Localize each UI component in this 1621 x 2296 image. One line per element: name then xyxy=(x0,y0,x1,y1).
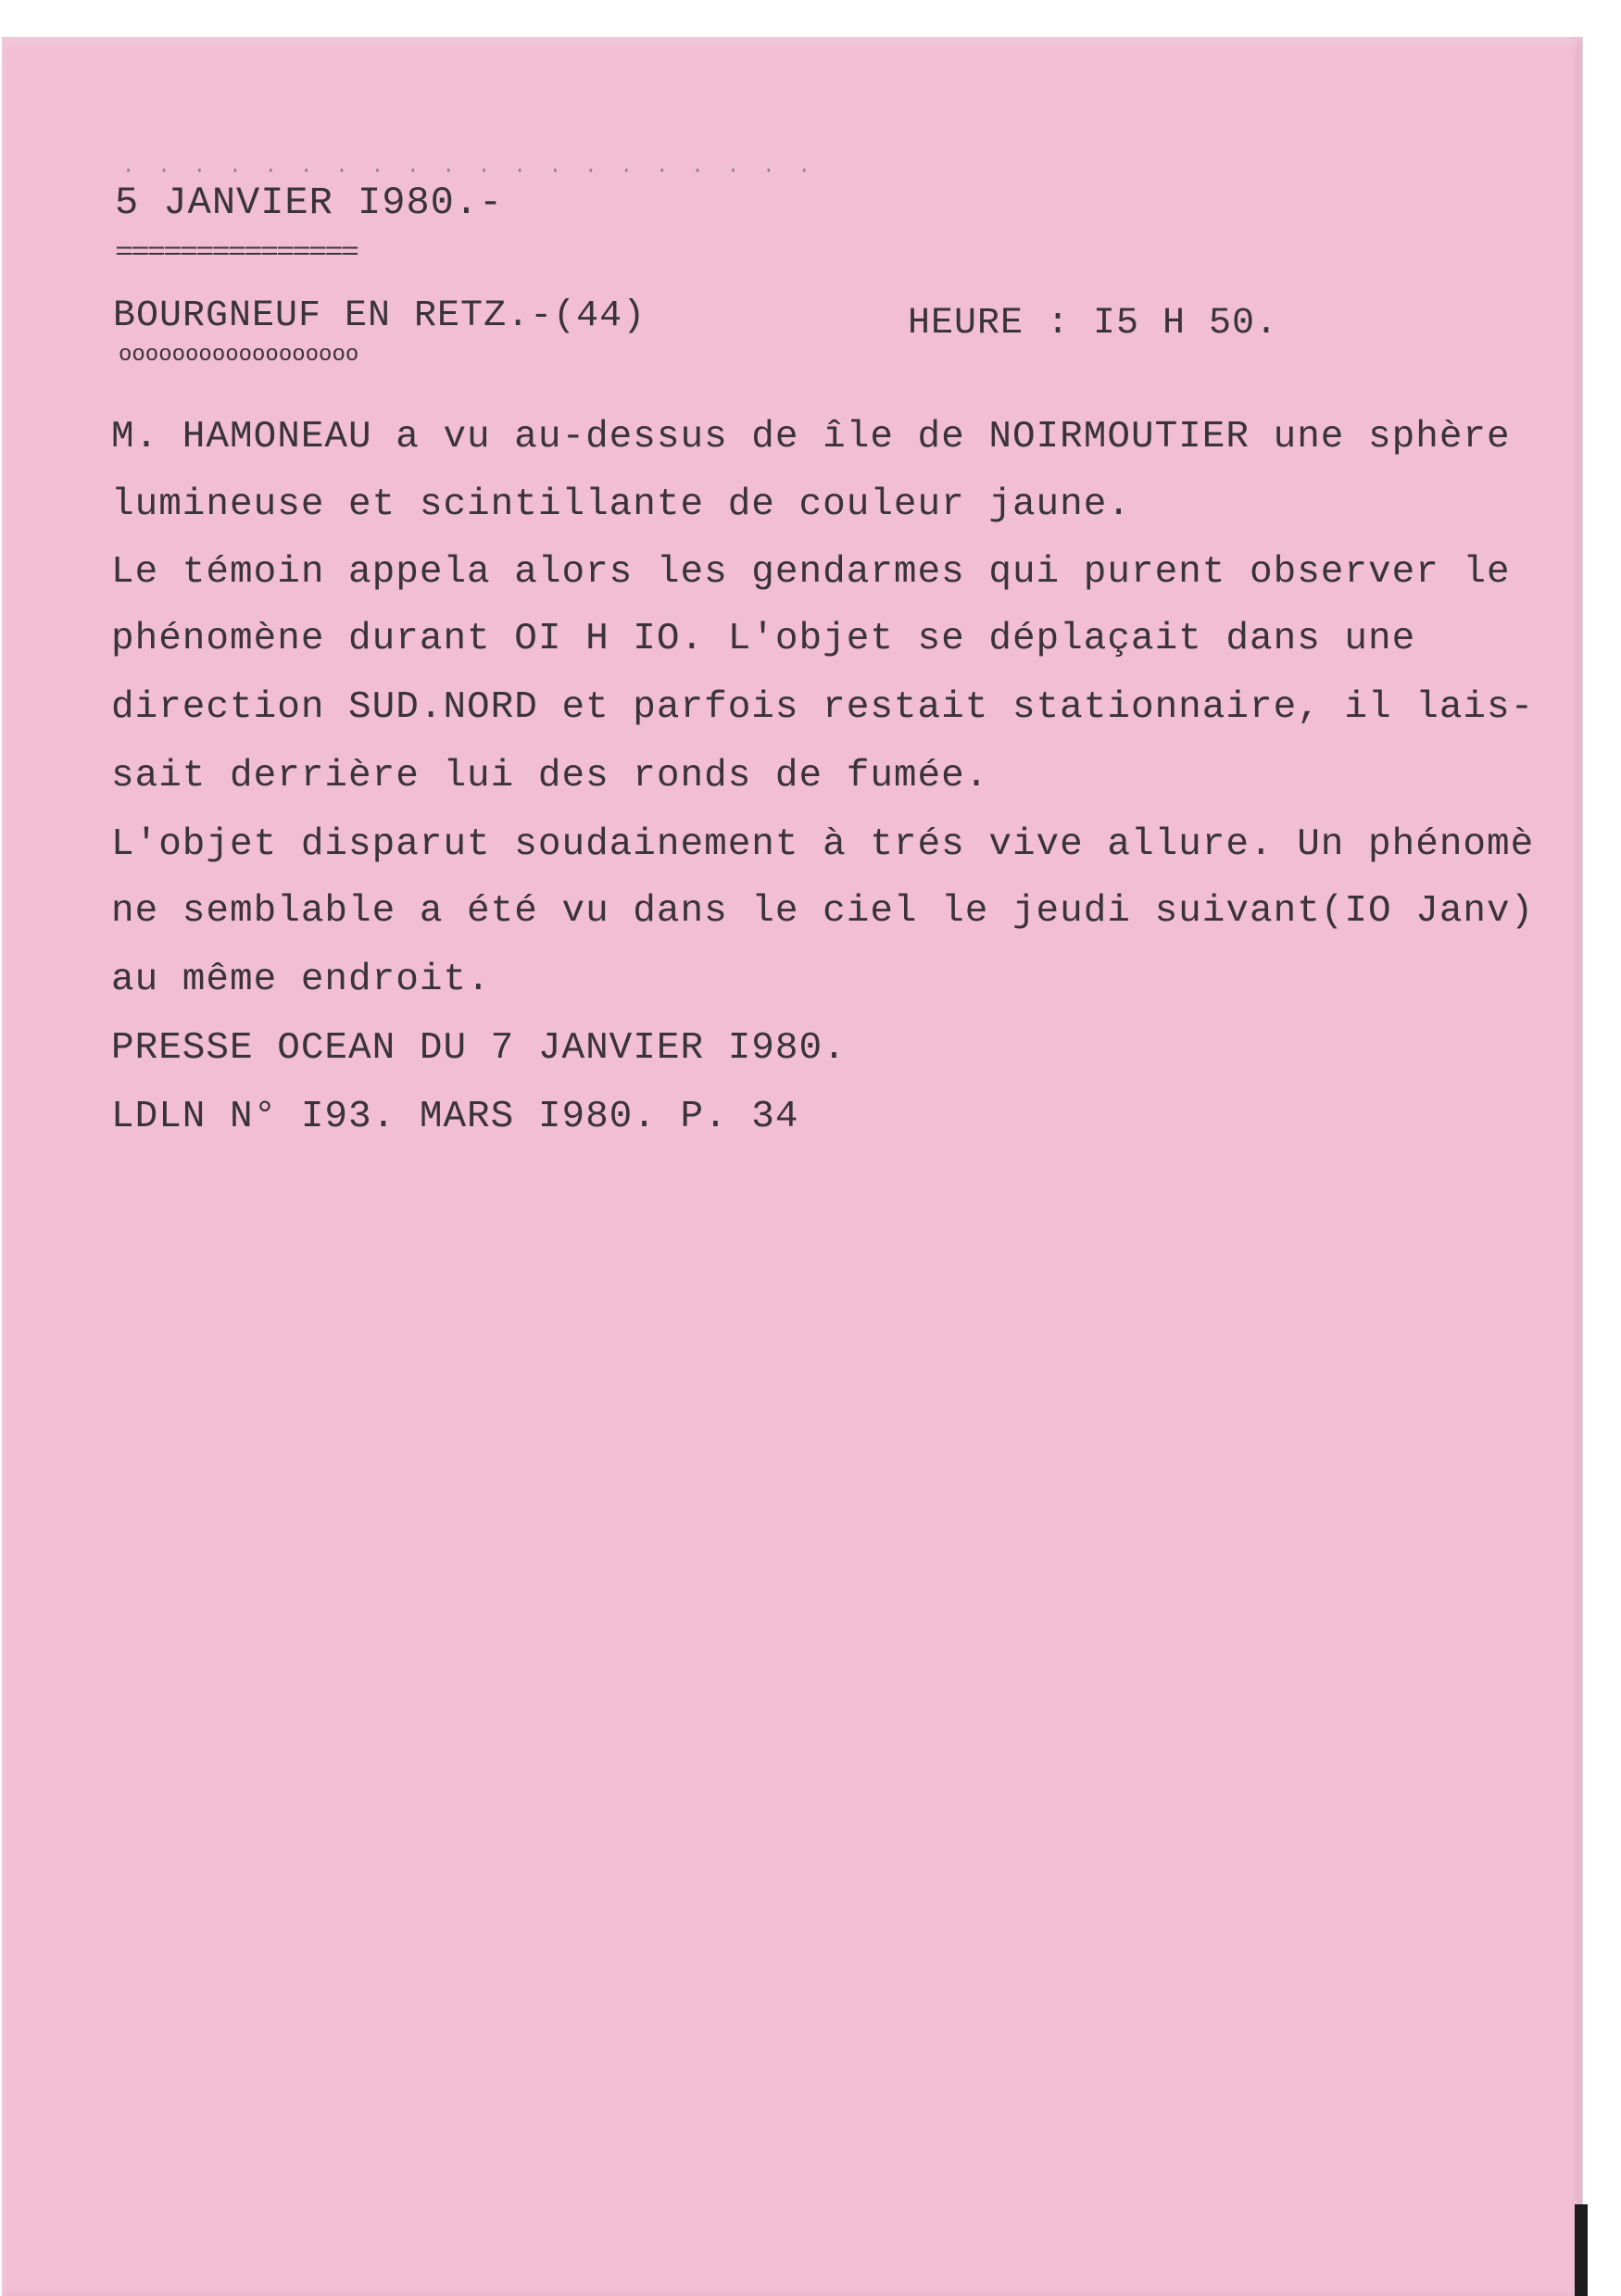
body-line-4: phénomène durant OI H IO. L'objet se déplaçait dans une xyxy=(111,618,1416,660)
scan-edge-shadow xyxy=(1575,2204,1588,2296)
report-time: HEURE : I5 H 50. xyxy=(908,303,1279,345)
report-date: 5 JANVIER I980.- xyxy=(115,181,504,225)
body-line-7: L'objet disparut soudainement à trés vive allure. Un phénomè xyxy=(111,823,1535,866)
page-margin xyxy=(1582,37,1621,2296)
ldln-source: LDLN N° I93. MARS I980. P. 34 xyxy=(111,1096,799,1138)
body-line-6: sait derrière lui des ronds de fumée. xyxy=(111,755,989,797)
press-source: PRESSE OCEAN DU 7 JANVIER I980. xyxy=(111,1027,847,1070)
body-line-8: ne semblable a été vu dans le ciel le jeudi suivant(IO Janv) xyxy=(111,890,1535,933)
location-underline: oooooooooooooooooo xyxy=(119,343,359,368)
paper-sheet xyxy=(2,37,1582,2296)
body-line-1: M. HAMONEAU a vu au-dessus de île de NOIRMOUTIER une sphère xyxy=(111,416,1511,458)
report-location: BOURGNEUF EN RETZ.-(44) xyxy=(113,295,647,337)
body-line-5: direction SUD.NORD et parfois restait stationnaire, il lais- xyxy=(111,686,1535,729)
date-underline: =============== xyxy=(115,239,358,268)
body-line-2: lumineuse et scintillante de couleur jaune. xyxy=(111,483,1131,526)
decorative-dots: · · · · · · · · · · · · · · · · · · · · xyxy=(122,159,816,182)
body-line-9: au même endroit. xyxy=(111,959,491,1001)
body-line-3: Le témoin appela alors les gendarmes qui purent observer le xyxy=(111,551,1511,594)
